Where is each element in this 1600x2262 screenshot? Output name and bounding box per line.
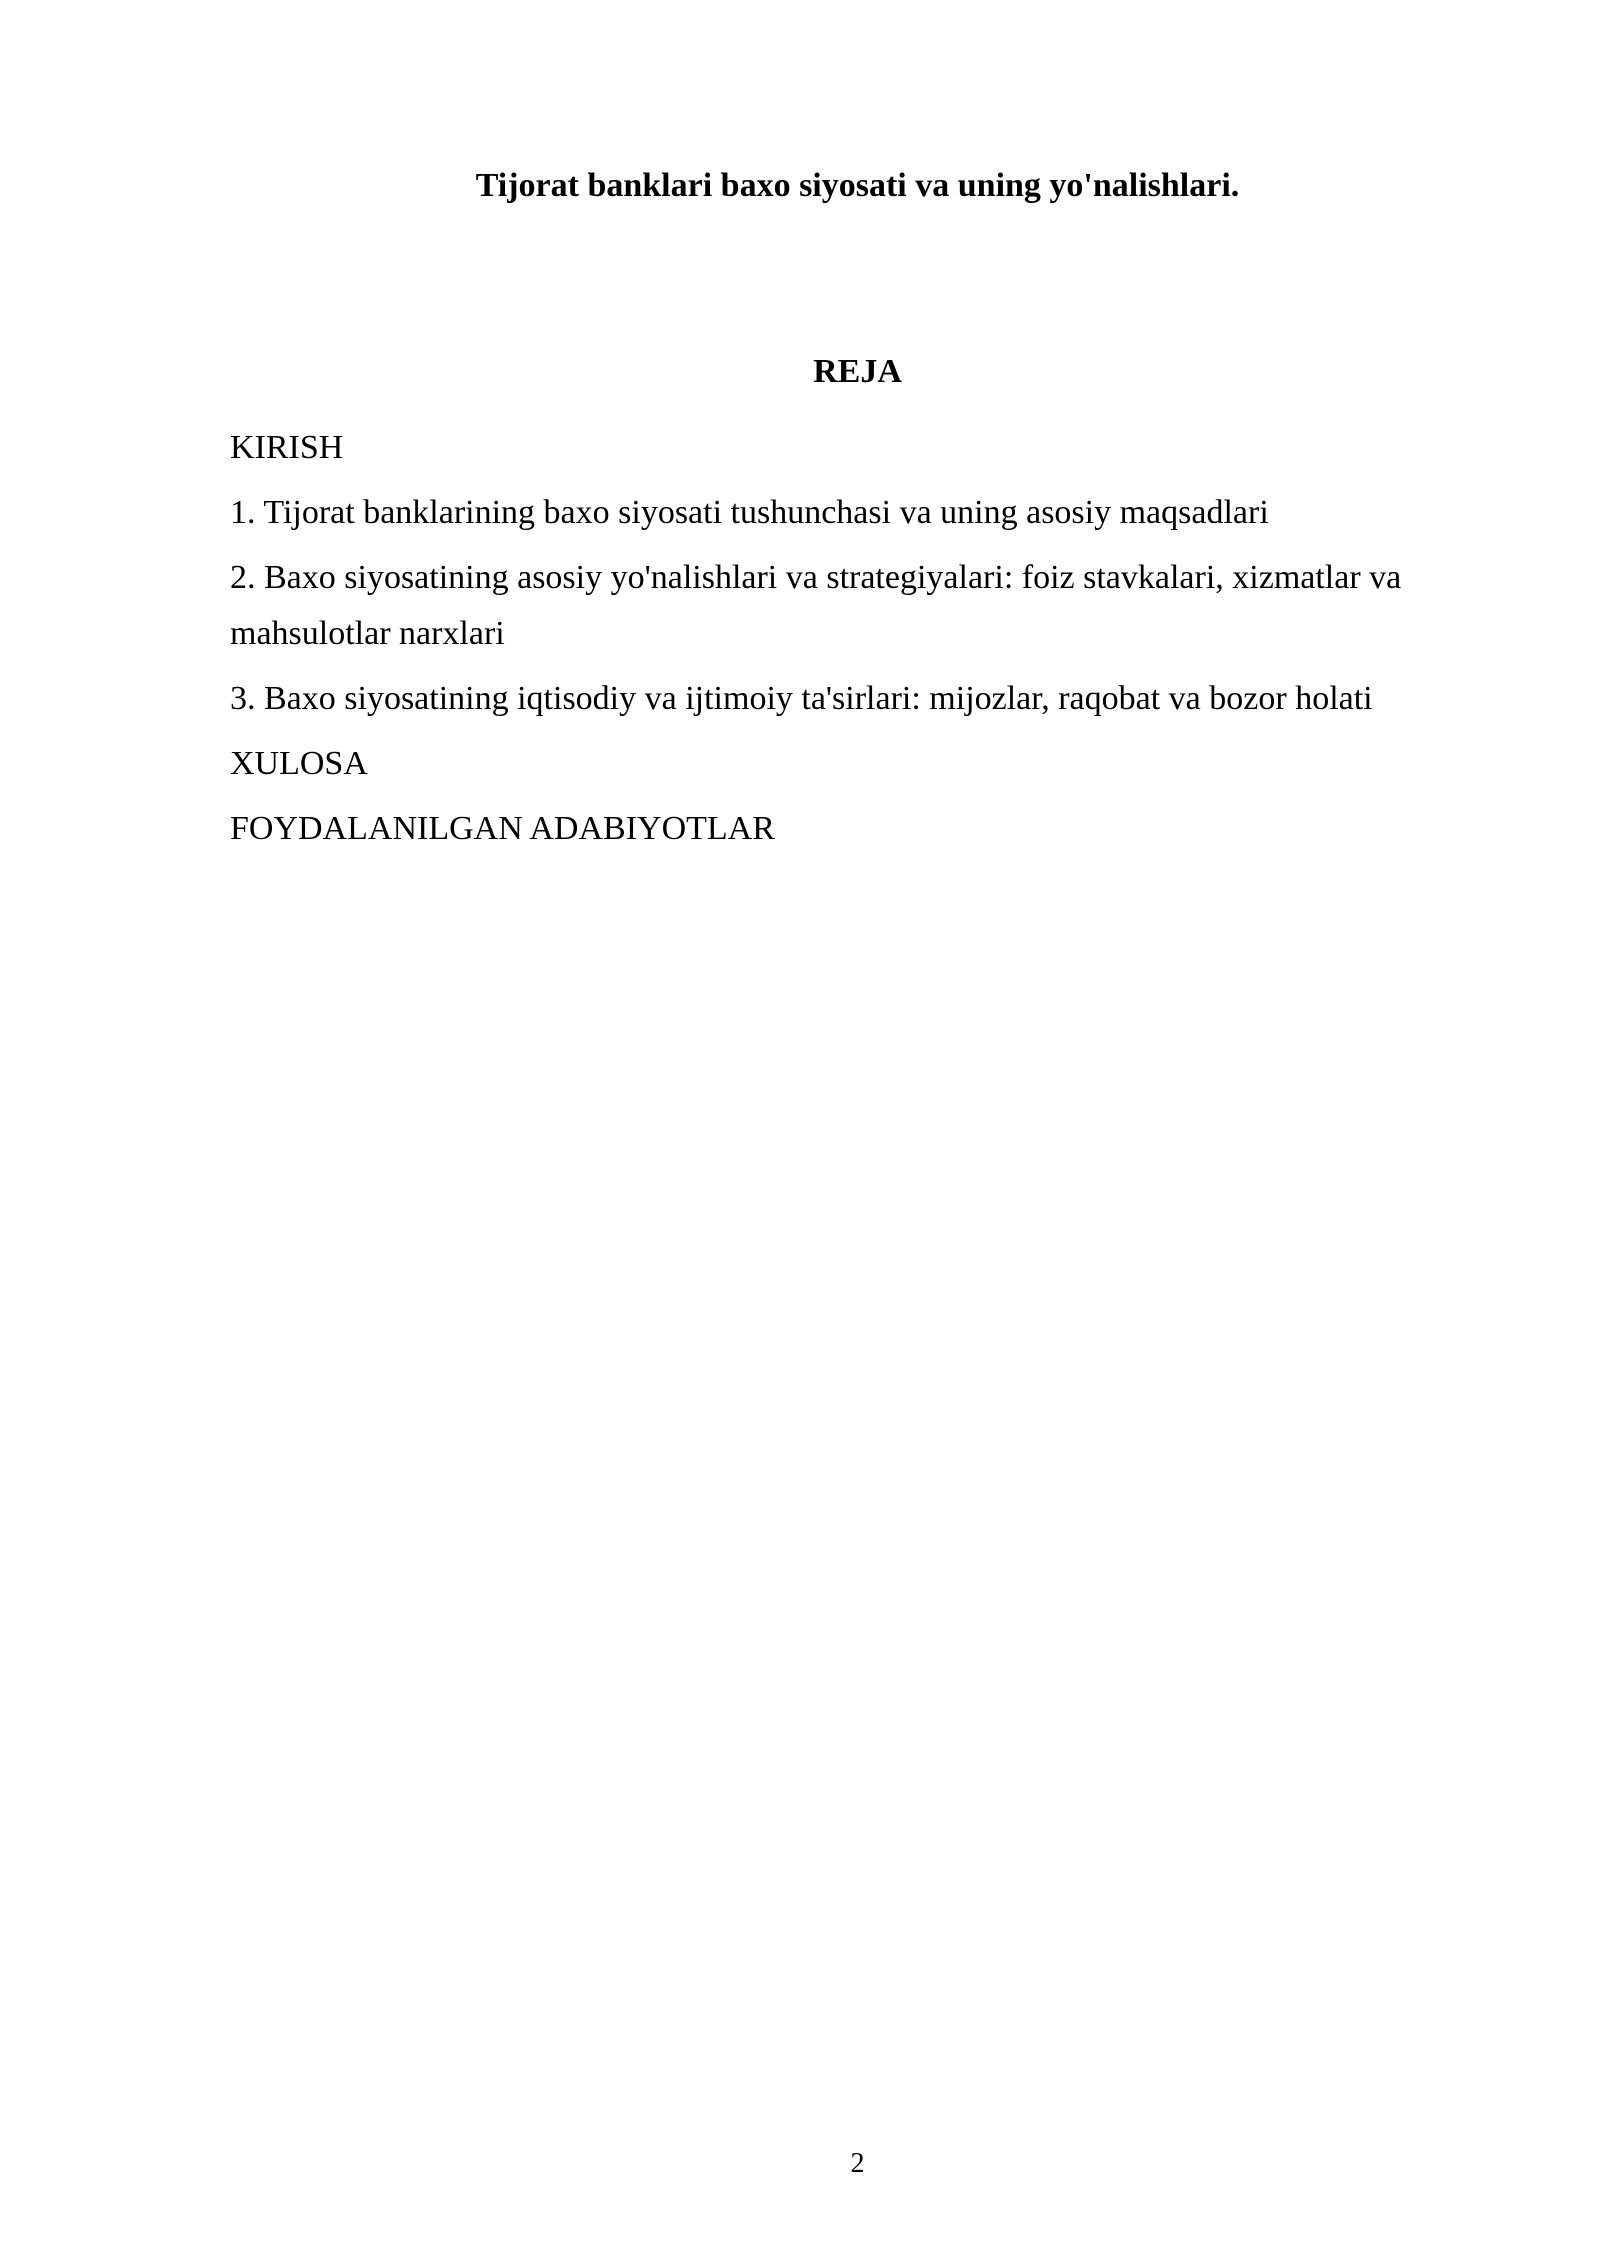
plan-item-introduction: KIRISH [230, 429, 344, 466]
document-title: Tijorat banklari baxo siyosati va uning yo'nalishlari. [475, 167, 1240, 204]
plan-item-1: 1. Tijorat banklarining baxo siyosati tushunchasi va uning asosiy maqsadlari [230, 494, 1269, 531]
plan-list [230, 420, 1495, 866]
plan-item-3: 3. Baxo siyosatining iqtisodiy va ijtimoiy ta'sirlari: mijozlar, raqobat va bozor holati [230, 680, 1373, 717]
plan-item-references: FOYDALANILGAN ADABIYOTLAR [230, 810, 775, 847]
plan-heading: REJA [813, 353, 902, 390]
page-number: 2 [850, 2148, 865, 2179]
plan-item-2: 2. Baxo siyosatining asosiy yo'nalishlari va strategiyalari: foiz stavkalari, xizmatlar va mahsulotlar narxlari [230, 559, 1402, 652]
plan-item-conclusion: XULOSA [230, 745, 368, 782]
